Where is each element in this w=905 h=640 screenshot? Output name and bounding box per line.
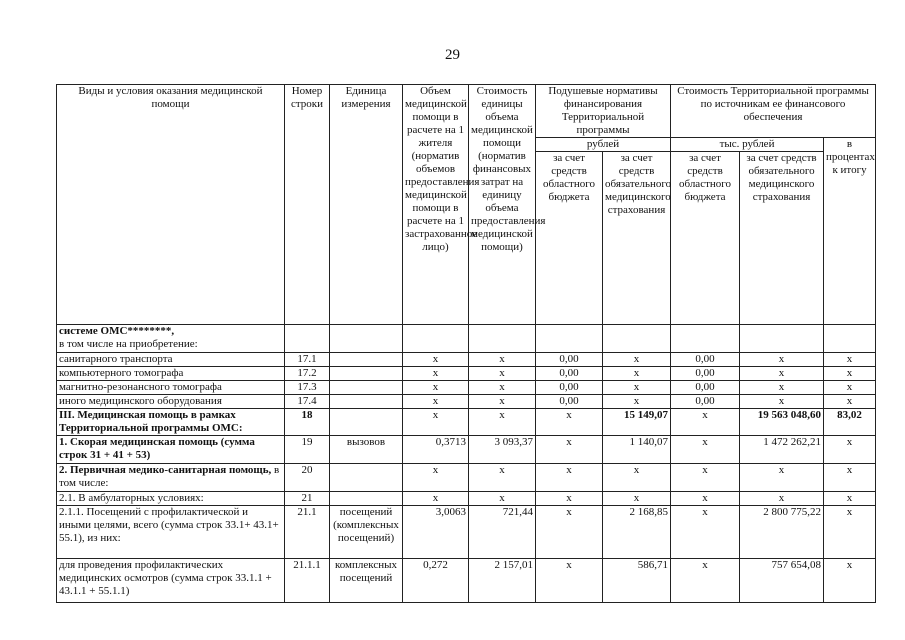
- header-percent: в процентах к итогу: [824, 138, 876, 325]
- row-volume: 0,3713: [403, 436, 469, 464]
- row-cost-regional: х: [671, 506, 740, 559]
- row-line: [285, 325, 330, 353]
- row-line: 21: [285, 492, 330, 506]
- row-volume: 0,272: [403, 559, 469, 603]
- row-name-sub: в том числе:: [59, 464, 280, 489]
- header-regional-2: за счет средств областного бюджета: [671, 152, 740, 325]
- row-percent: х: [824, 436, 876, 464]
- page-number: 29: [445, 47, 460, 63]
- row-pc-regional: [536, 325, 603, 353]
- row-cost-regional: 0,00: [671, 395, 740, 409]
- row-pc-oms: х: [603, 367, 671, 381]
- row-percent: х: [824, 353, 876, 367]
- row-pc-regional: х: [536, 436, 603, 464]
- row-cost-oms: 19 563 048,60: [740, 409, 824, 436]
- row-name: системе ОМС********,: [59, 325, 175, 337]
- header-cost-unit: тыс. рублей: [671, 138, 824, 152]
- row-cost-oms: 757 654,08: [740, 559, 824, 603]
- row-pc-regional: х: [536, 464, 603, 492]
- row-pc-regional: х: [536, 492, 603, 506]
- row-line: 19: [285, 436, 330, 464]
- row-cost-regional: [671, 325, 740, 353]
- table-row: [57, 492, 876, 506]
- row-cost-regional: х: [671, 436, 740, 464]
- row-name: для проведения профилактических медицинских осмотров (сумма строк 33.1.1 + 43.1.1 + 55.1.1): [57, 559, 285, 603]
- row-pc-regional: 0,00: [536, 395, 603, 409]
- row-cost-regional: х: [671, 464, 740, 492]
- row-name-sub: в том числе на приобретение:: [59, 338, 198, 350]
- header-oms-2: за счет средств обязательного медицинского страхования: [740, 152, 824, 325]
- row-pc-regional: х: [536, 409, 603, 436]
- row-pc-oms: х: [603, 464, 671, 492]
- row-unit: [330, 492, 403, 506]
- row-unit: [330, 325, 403, 353]
- row-line: 17.4: [285, 395, 330, 409]
- header-cost: Стоимость единицы объема медицинской помощи (норматив финансовых затрат на единицу объема предоставления медицинской помощи): [469, 85, 536, 325]
- row-percent: х: [824, 464, 876, 492]
- row-cost-regional: х: [671, 492, 740, 506]
- header-per-capita-unit: рублей: [536, 138, 671, 152]
- row-name: иного медицинского оборудования: [57, 395, 285, 409]
- row-pc-oms: 15 149,07: [603, 409, 671, 436]
- header-volume: Объем медицинской помощи в расчете на 1 жителя (норматив объемов предоставления медицинской помощи в расчете на 1 застрахованное лицо): [403, 85, 469, 325]
- row-line: 18: [285, 409, 330, 436]
- row-cost-oms: х: [740, 367, 824, 381]
- row-cost-oms: 1 472 262,21: [740, 436, 824, 464]
- row-cost: [469, 325, 536, 353]
- row-cost: 2 157,01: [469, 559, 536, 603]
- row-percent: х: [824, 492, 876, 506]
- row-cost-oms: х: [740, 353, 824, 367]
- row-line: 21.1: [285, 506, 330, 559]
- row-percent: х: [824, 506, 876, 559]
- row-pc-oms: х: [603, 381, 671, 395]
- row-unit: [330, 395, 403, 409]
- row-name: 2.1.1. Посещений с профилактической и иными целями, всего (сумма строк 33.1+ 43.1+ 55.1), из них:: [57, 506, 285, 559]
- row-percent: х: [824, 395, 876, 409]
- table-row: [57, 353, 876, 367]
- row-line: 17.1: [285, 353, 330, 367]
- row-volume: х: [403, 492, 469, 506]
- row-volume: х: [403, 409, 469, 436]
- table-row: [57, 409, 876, 436]
- row-cost: х: [469, 367, 536, 381]
- row-pc-oms: [603, 325, 671, 353]
- header-per-capita-group: Подушевые нормативы финансирования Территориальной программы: [536, 85, 671, 138]
- row-line: 17.3: [285, 381, 330, 395]
- row-unit: [330, 353, 403, 367]
- table-row: [57, 559, 876, 603]
- row-volume: х: [403, 395, 469, 409]
- row-name: компьютерного томографа: [57, 367, 285, 381]
- row-pc-oms: х: [603, 492, 671, 506]
- row-cost-regional: 0,00: [671, 353, 740, 367]
- row-line: 17.2: [285, 367, 330, 381]
- header-line: Номер строки: [285, 85, 330, 325]
- table-row: [57, 325, 876, 353]
- row-volume: [403, 325, 469, 353]
- row-percent: х: [824, 381, 876, 395]
- row-percent: [824, 325, 876, 353]
- row-cost-regional: х: [671, 559, 740, 603]
- row-pc-regional: х: [536, 559, 603, 603]
- table-row: [57, 395, 876, 409]
- row-cost-oms: х: [740, 381, 824, 395]
- header-types: Виды и условия оказания медицинской помощи: [57, 85, 285, 325]
- row-name: 1. Скорая медицинская помощь (сумма строк 31 + 41 + 53): [57, 436, 285, 464]
- row-cost: х: [469, 464, 536, 492]
- row-pc-oms: х: [603, 353, 671, 367]
- table-row: [57, 381, 876, 395]
- row-unit: посещений (комплексных посещений): [330, 506, 403, 559]
- row-cost: х: [469, 381, 536, 395]
- row-name: III. Медицинская помощь в рамках Территориальной программы ОМС:: [57, 409, 285, 436]
- row-unit: [330, 409, 403, 436]
- row-volume: х: [403, 353, 469, 367]
- row-name: 2. Первичная медико-санитарная помощь,: [59, 464, 272, 476]
- row-cost-oms: х: [740, 492, 824, 506]
- row-volume: х: [403, 367, 469, 381]
- row-pc-regional: х: [536, 506, 603, 559]
- row-cost-oms: х: [740, 395, 824, 409]
- row-pc-oms: х: [603, 395, 671, 409]
- row-pc-oms: 2 168,85: [603, 506, 671, 559]
- table-row: [57, 436, 876, 464]
- row-unit: [330, 464, 403, 492]
- row-volume: х: [403, 464, 469, 492]
- program-cost-table: [56, 84, 876, 603]
- row-cost: 721,44: [469, 506, 536, 559]
- row-cost-oms: 2 800 775,22: [740, 506, 824, 559]
- header-oms: за счет средств обязательного медицинского страхования: [603, 152, 671, 325]
- row-unit: комплексных посещений: [330, 559, 403, 603]
- row-pc-regional: 0,00: [536, 367, 603, 381]
- row-line: 21.1.1: [285, 559, 330, 603]
- row-cost: х: [469, 409, 536, 436]
- row-percent: х: [824, 559, 876, 603]
- row-name: магнитно-резонансного томографа: [57, 381, 285, 395]
- row-cost: х: [469, 492, 536, 506]
- row-cost: 3 093,37: [469, 436, 536, 464]
- row-percent: х: [824, 367, 876, 381]
- row-cost-regional: 0,00: [671, 381, 740, 395]
- table-row: [57, 464, 876, 492]
- row-unit: вызовов: [330, 436, 403, 464]
- table-row: [57, 367, 876, 381]
- row-unit: [330, 367, 403, 381]
- header-regional: за счет средств областного бюджета: [536, 152, 603, 325]
- header-unit: Единица измерения: [330, 85, 403, 325]
- row-cost-regional: х: [671, 409, 740, 436]
- table-row: [57, 506, 876, 559]
- row-volume: 3,0063: [403, 506, 469, 559]
- row-pc-oms: 586,71: [603, 559, 671, 603]
- row-line: 20: [285, 464, 330, 492]
- row-cost-oms: х: [740, 464, 824, 492]
- row-cost: х: [469, 353, 536, 367]
- row-cost-regional: 0,00: [671, 367, 740, 381]
- row-pc-oms: 1 140,07: [603, 436, 671, 464]
- row-name: санитарного транспорта: [57, 353, 285, 367]
- row-name: 2.1. В амбулаторных условиях:: [57, 492, 285, 506]
- row-cost: х: [469, 395, 536, 409]
- row-unit: [330, 381, 403, 395]
- row-pc-regional: 0,00: [536, 381, 603, 395]
- row-volume: х: [403, 381, 469, 395]
- row-cost-oms: [740, 325, 824, 353]
- row-pc-regional: 0,00: [536, 353, 603, 367]
- row-percent: 83,02: [824, 409, 876, 436]
- header-cost-group: Стоимость Территориальной программы по источникам ее финансового обеспечения: [671, 85, 876, 138]
